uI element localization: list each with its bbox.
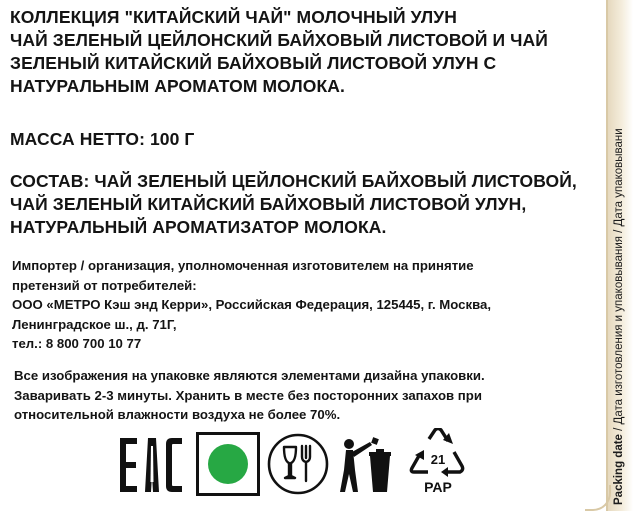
recycle-21-pap-icon <box>402 428 474 502</box>
packing-date-label <box>609 0 629 505</box>
net-weight: МАССА НЕТТО: 100 Г <box>10 129 195 149</box>
recycle-material: PAP <box>424 479 452 495</box>
packing-date-ru: Дата изготовления и упаковывания / Дата упаковывани <box>613 128 625 425</box>
recycle-code: 21 <box>430 452 446 467</box>
glass-fork-icon <box>266 432 330 496</box>
composition-text: СОСТАВ: ЧАЙ ЗЕЛЕНЫЙ ЦЕЙЛОНСКИЙ БАЙХОВЫЙ ЛИСТОВОЙ, ЧАЙ ЗЕЛЕНЫЙ КИТАЙСКИЙ БАЙХОВЫЙ ЛИСТОВОЙ УЛУН, НАТУРАЛЬНЫЙ АРОМАТИЗАТОР МОЛОКА. <box>10 171 577 237</box>
importer-info: Импортер / организация, уполномоченная изготовителем на принятие претензий от потребителей: ООО «МЕТРО Кэш энд Керри», Российская Федерация, 125445, г. Москва, Ленинградское ш., д. 71Г, тел.: 8 800 700 10 77 <box>12 258 492 351</box>
packing-date-en: Packing date <box>613 434 625 505</box>
certification-icons <box>118 428 478 503</box>
packing-date-separator: / <box>613 424 625 435</box>
storage-notes: Все изображения на упаковке являются элементами дизайна упаковки. Заваривать 2-3 минуты. Хранить в месте без посторонних запахов при относительной влажности воздуха не более 70%. <box>14 368 485 422</box>
tidyman-bin-icon <box>336 432 398 498</box>
eac-mark-icon <box>118 434 186 496</box>
vegetarian-mark-icon <box>196 432 260 496</box>
product-title: КОЛЛЕКЦИЯ "КИТАЙСКИЙ ЧАЙ" МОЛОЧНЫЙ УЛУН ЧАЙ ЗЕЛЕНЫЙ ЦЕЙЛОНСКИЙ БАЙХОВЫЙ ЛИСТОВОЙ И ЧАЙ ЗЕЛЕНЫЙ КИТАЙСКИЙ БАЙХОВЫЙ ЛИСТОВОЙ УЛУН С НАТУРАЛЬНЫМ АРОМАТОМ МОЛОКА. <box>10 7 548 96</box>
side-strip <box>606 0 633 511</box>
